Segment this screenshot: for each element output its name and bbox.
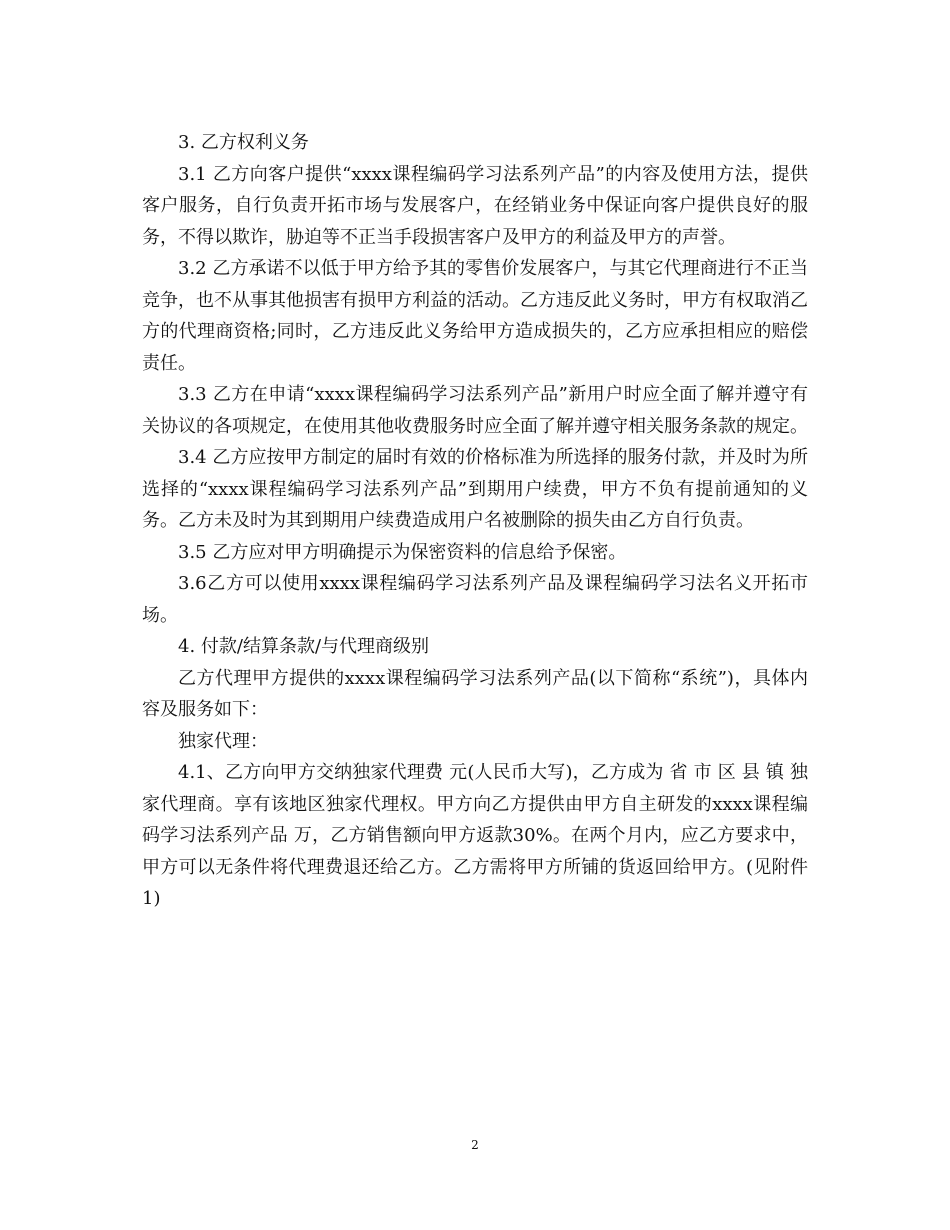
paragraph-product-intro: 乙方代理甲方提供的xxxx课程编码学习法系列产品(以下简称“系统”)，具体内容及服务如下： xyxy=(142,667,808,720)
document-body xyxy=(142,127,808,915)
clause-3-1: 3.1 乙方向客户提供“xxxx课程编码学习法系列产品”的内容及使用方法，提供客户服务，自行负责开拓市场与发展客户，在经销业务中保证向客户提供良好的服务，不得以欺诈，胁迫等不正当手段损害客户及甲方的利益及甲方的声誉。 xyxy=(142,163,808,248)
heading-section-4: 4. 付款/结算条款/与代理商级别 xyxy=(178,636,430,657)
clause-4-1: 4.1、乙方向甲方交纳独家代理费 元(人民币大写)，乙方成为 省 市 区 县 镇 独家代理商。享有该地区独家代理权。甲方向乙方提供由甲方自主研发的xxxx课程编码学习法系列产品 万，乙方销售额向甲方返款30%。在两个月内，应乙方要求中，甲方可以无条件将代理费退还给乙方。乙方需将甲方所铺的货返回给甲方。(见附件1) xyxy=(142,762,808,909)
page-number: 2 xyxy=(471,1138,479,1152)
clause-3-4: 3.4 乙方应按甲方制定的届时有效的价格标准为所选择的服务付款，并及时为所选择的“xxxx课程编码学习法系列产品”到期用户续费，甲方不负有提前通知的义务。乙方未及时为其到期用户续费造成用户名被删除的损失由乙方自行负责。 xyxy=(142,447,808,531)
heading-exclusive-agency: 独家代理： xyxy=(178,730,268,752)
clause-3-5: 3.5 乙方应对甲方明确提示为保密资料的信息给予保密。 xyxy=(178,541,627,563)
heading-section-3: 3. 乙方权利义务 xyxy=(178,132,309,153)
clause-3-6: 3.6乙方可以使用xxxx课程编码学习法系列产品及课程编码学习法名义开拓市场。 xyxy=(142,573,808,626)
clause-3-2: 3.2 乙方承诺不以低于甲方给予其的零售价发展客户，与其它代理商进行不正当竞争，也不从事其他损害有损甲方利益的活动。乙方违反此义务时，甲方有权取消乙方的代理商资格;同时，乙方违反此义务给甲方造成损失的，乙方应承担相应的赔偿责任。 xyxy=(142,258,808,374)
clause-3-3: 3.3 乙方在申请“xxxx课程编码学习法系列产品”新用户时应全面了解并遵守有关协议的各项规定，在使用其他收费服务时应全面了解并遵守相关服务条款的规定。 xyxy=(142,384,808,437)
